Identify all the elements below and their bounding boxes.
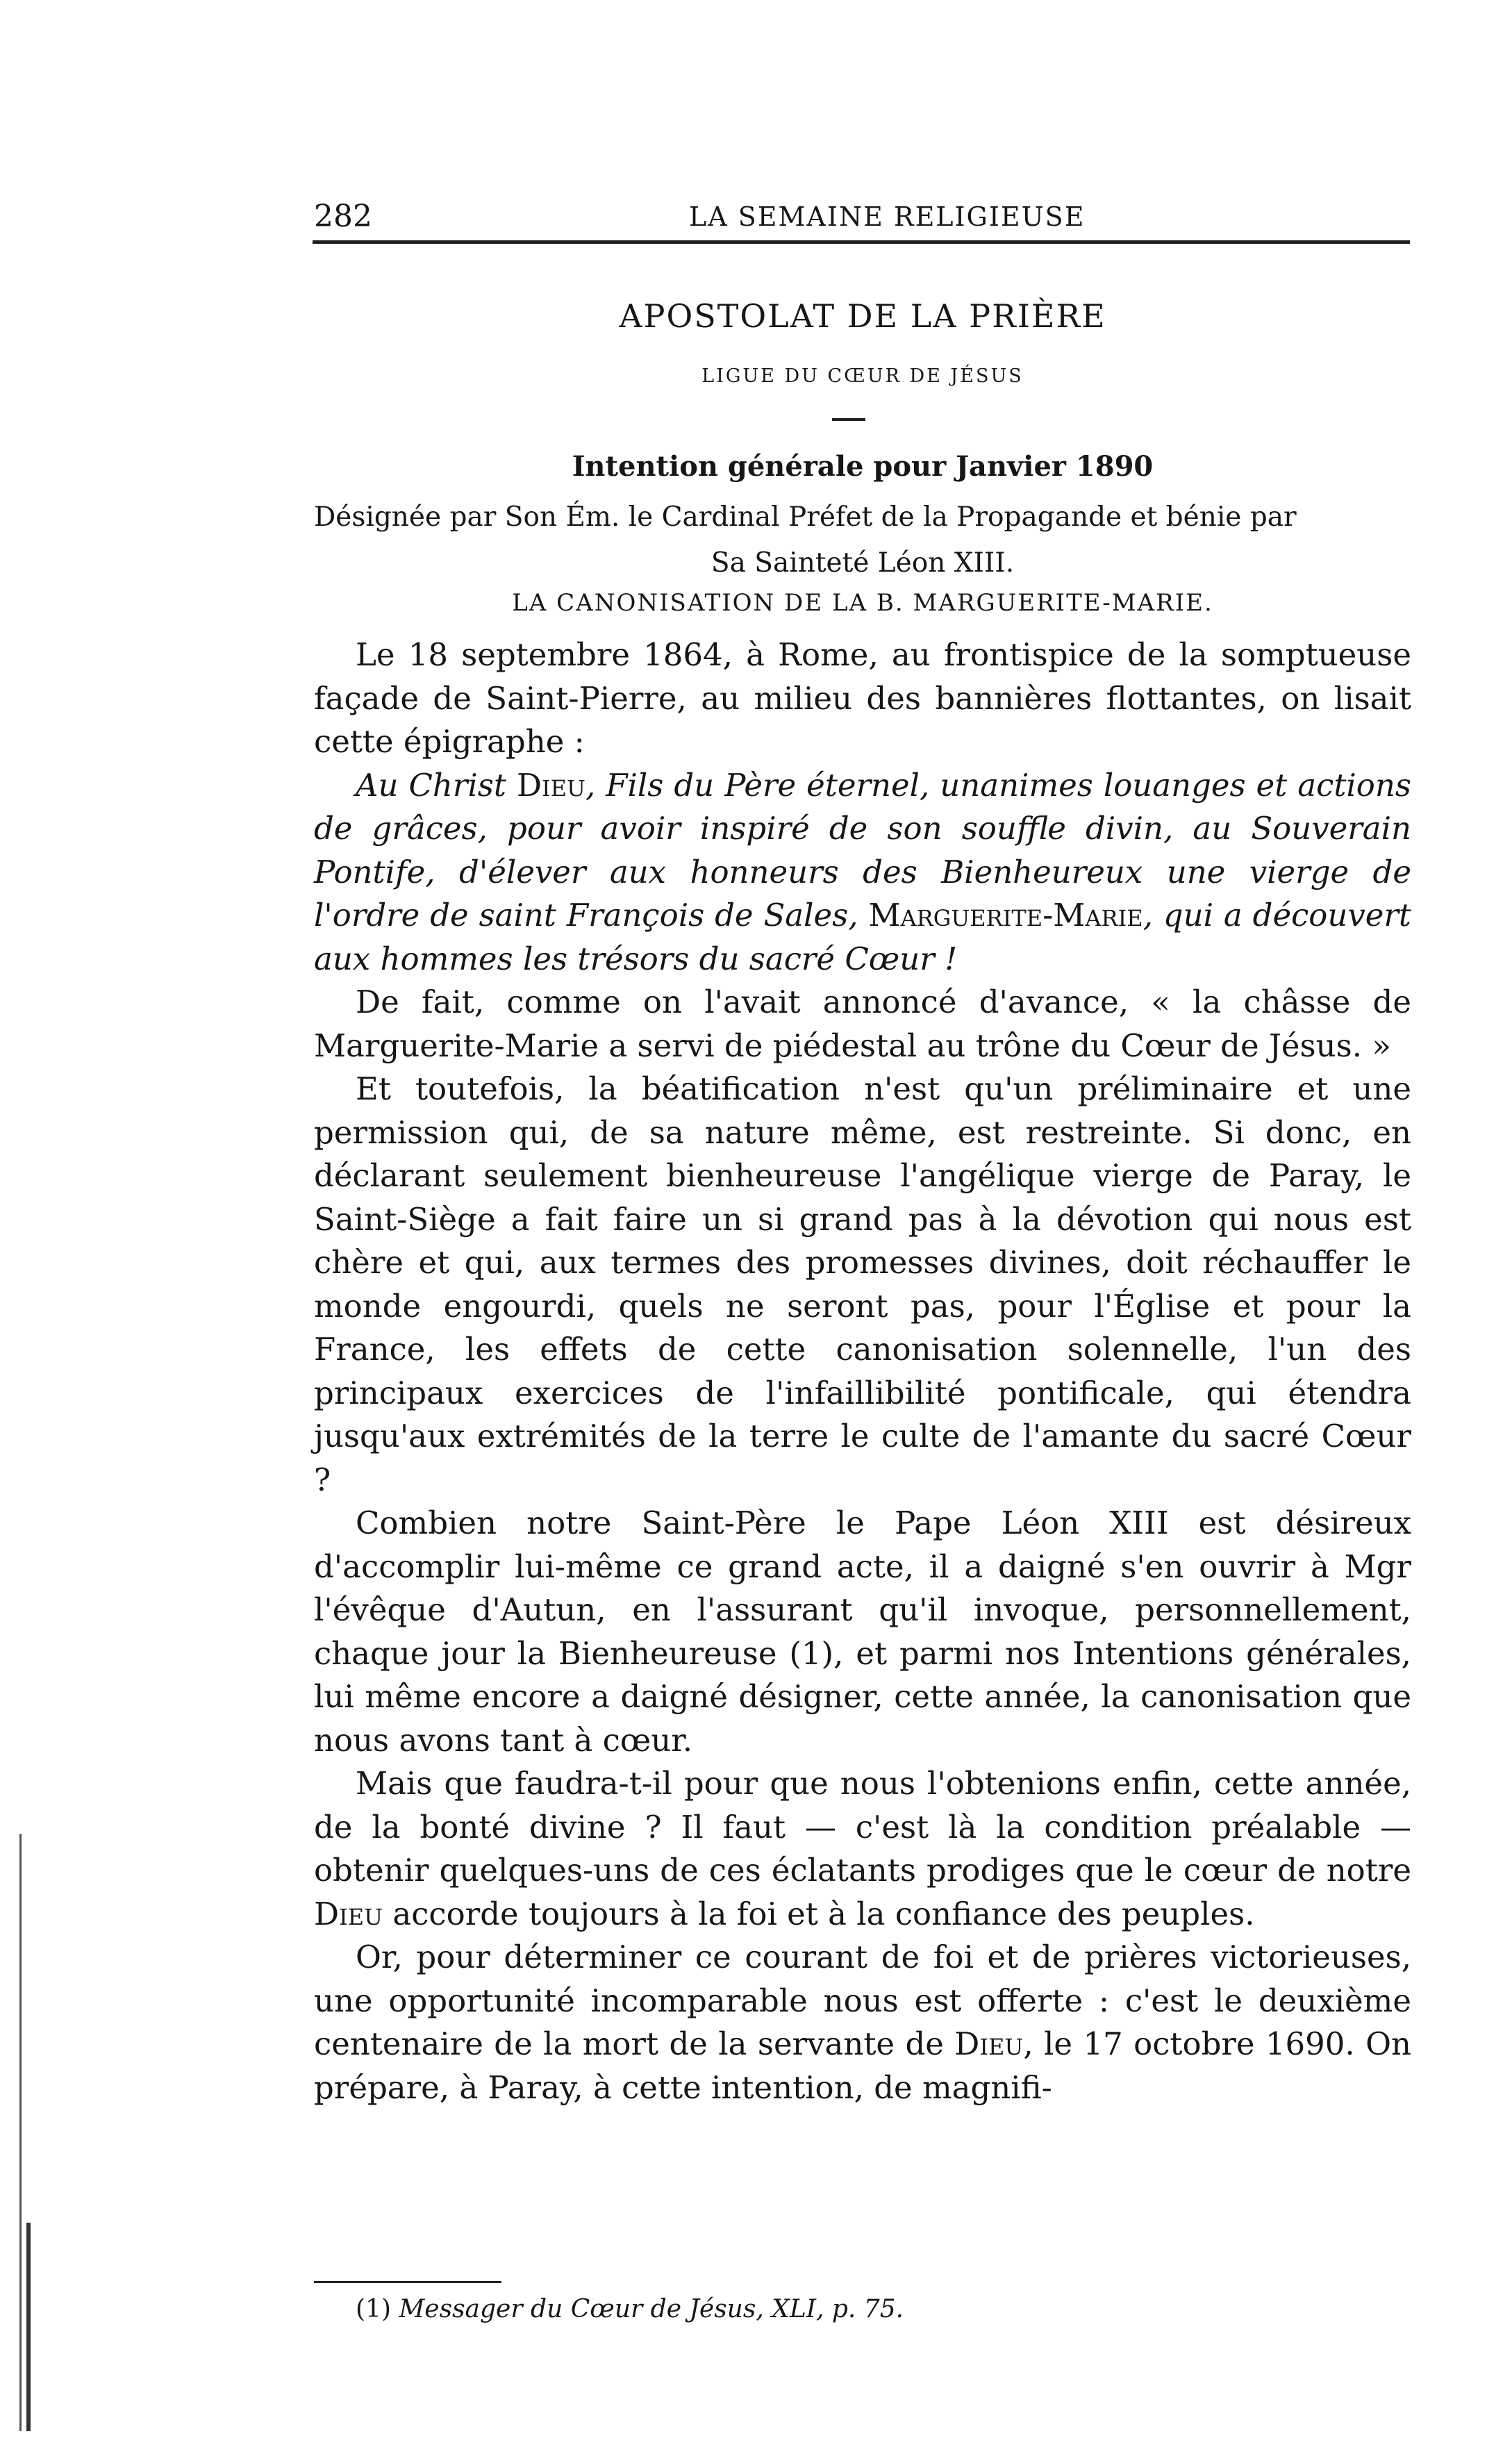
body-text [314,633,1411,2109]
intention-title: Intention générale pour Janvier 1890 [572,450,1154,483]
paragraph-4: Et toutefois, la béatification n'est qu'un préliminaire et une permission qui, de sa nature même, est restreinte. Si donc, en déclarant seulement bienheureuse l'angélique vierge de Paray, le Saint-Siège a fait faire un si grand pas à la dévotion qui nous est chère et qui, aux termes des promesses divines, doit réchauffer le monde engourdi, quels ne seront pas, pour l'Église et pour la France, les effets de cette canonisation solennelle, l'un des principaux exercices de l'infaillibilité pontificale, qui étendra jusqu'aux extrémités de la terre le culte de l'amante du sacré Cœur ? [314,1070,1411,1498]
footnote [356,2295,904,2323]
article-title: APOSTOLAT DE LA PRIÈRE [619,297,1106,335]
page-number: 282 [314,199,372,234]
paragraph-7 [314,1936,1411,2109]
designation-text [314,495,1411,586]
dieu-small-caps: Dieu [314,1895,383,1932]
paragraph-part: , le 17 octobre 1690. On prépare, à Paray, à cette intention, de magnifi- [314,2025,1411,2106]
footnote-rule [314,2281,501,2283]
epigraph-dieu: Dieu [516,766,585,804]
epigraph-part: , qui a découvert aux hommes les trésors du sacré Cœur ! [314,897,1412,977]
scan-edge-mark [26,2223,31,2431]
running-title: LA SEMAINE RELIGIEUSE [689,201,1086,232]
paragraph-part: Or, pour déterminer ce courant de foi et de prières victorieuses, une opportunité incomparable nous est offerte : c'est le deuxième centenaire de la mort de la servante de [314,1939,1411,2062]
paragraph-5: Combien notre Saint-Père le Pape Léon XIII est désireux d'accomplir lui-même ce grand acte, il a daigné s'en ouvrir à Mgr l'évêque d'Autun, en l'assurant qu'il invoque, personnellement, chaque jour la Bienheureuse (1), et parmi nos Intentions générales, lui même encore a daigné désigner, cette année, la canonisation que nous avons tant à cœur. [314,1504,1411,1759]
epigraph-part: Au Christ [356,766,517,804]
designation-line-1: Désignée par Son Ém. le Cardinal Préfet de la Propagande et bénie par [314,501,1297,533]
paragraph-6 [314,1762,1411,1936]
header-rule [313,240,1410,244]
running-head [314,199,1411,240]
paragraph-1: Le 18 septembre 1864, à Rome, au frontispice de la somptueuse façade de Saint-Pierre, au milieu des bannières flottantes, on lisait cette épigraphe : [314,636,1411,760]
article-subtitle: LIGUE DU CŒUR DE JÉSUS [701,365,1024,387]
epigraph-part: , Fils du Père éternel, unanimes louanges et actions de grâces, pour avoir inspiré de son souffle divin, au Souverain Pontife, d'élever aux honneurs des Bienheureux une vierge de l'ordre de saint François de Sales, [314,766,1411,934]
footnote-text: Messager du Cœur de Jésus, XLI, p. 75. [399,2295,904,2323]
scan-edge-mark [19,1834,22,2431]
designation-line-2: Sa Sainteté Léon XIII. [711,547,1015,579]
section-heading: LA CANONISATION DE LA B. MARGUERITE-MARIE. [512,589,1213,617]
epigraph-marguerite-marie: Marguerite-Marie [868,897,1143,934]
heading-divider [832,418,865,421]
dieu-small-caps: Dieu [954,2025,1024,2062]
paragraph-part: accorde toujours à la foi et à la confiance des peuples. [383,1895,1255,1932]
footnote-marker: (1) [356,2295,399,2323]
paragraph-3: De fait, comme on l'avait annoncé d'avance, « la châsse de Marguerite-Marie a servi de piédestal au trône du Cœur de Jésus. » [314,984,1411,1064]
paragraph-2-epigraph [314,764,1411,981]
paragraph-part: Mais que faudra-t-il pour que nous l'obtenions enfin, cette année, de la bonté divine ? Il faut — c'est là la condition préalable — obtenir quelques-uns de ces éclatants prodiges que le cœur de notre [314,1765,1411,1889]
